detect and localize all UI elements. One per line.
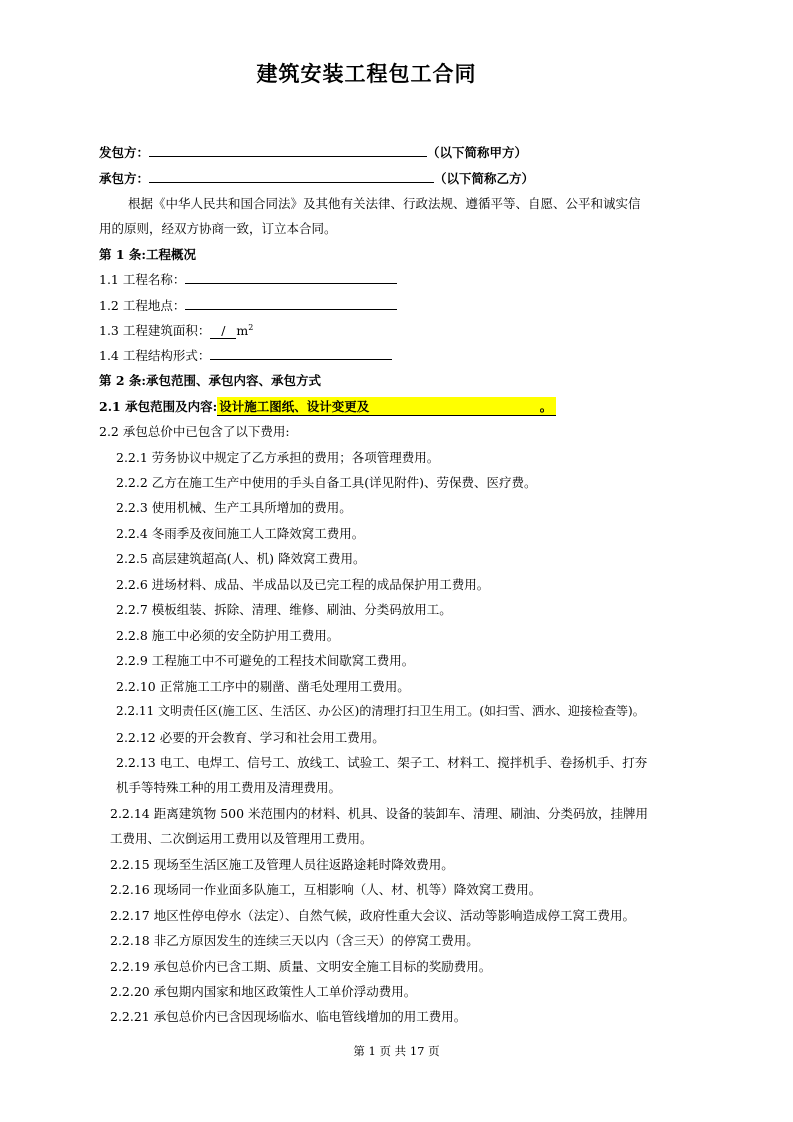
fee-item: 2.2.9 工程施工中不可避免的工程技术间歇窝工费用。 [116, 653, 415, 668]
scope-label: 2.1 承包范围及内容: [99, 399, 218, 414]
fee-item-continued: 工费用、二次倒运用工费用以及管理用工费用。 [110, 831, 373, 846]
item-structure-type-label: 1.4 工程结构形式： [99, 348, 211, 363]
building-area-value[interactable]: / [210, 323, 236, 339]
fee-item: 2.2.11 文明责任区(施工区、生活区、办公区)的清理打扫卫生用工。(如扫雪、洒水、迎接检查等)。 [116, 704, 645, 718]
article-1-heading: 第 1 条:工程概况 [99, 247, 197, 262]
fee-item: 2.2.10 正常施工工序中的剔凿、凿毛处理用工费用。 [116, 679, 410, 694]
item-building-area [99, 321, 253, 339]
fee-item: 2.2.19 承包总价内已含工期、质量、文明安全施工目标的奖励费用。 [110, 959, 492, 974]
fee-item: 2.2.4 冬雨季及夜间施工人工降效窝工费用。 [116, 526, 365, 541]
fee-item: 2.2.12 必要的开会教育、学习和社会用工费用。 [116, 730, 385, 745]
fee-item: 2.2.17 地区性停电停水（法定）、自然气候，政府性重大会议、活动等影响造成停工窝工费用。 [110, 908, 635, 923]
fee-item: 2.2.16 现场同一作业面多队施工，互相影响（人、材、机等）降效窝工费用。 [110, 882, 542, 897]
item-building-area-label: 1.3 工程建筑面积： [99, 323, 211, 338]
party-b-suffix: （以下简称乙方） [434, 171, 535, 186]
party-a-label: 发包方： [99, 145, 150, 160]
page-footer: 第 1 页 共 17 页 [353, 1044, 440, 1058]
scope-value-text: 设计施工图纸、设计变更及 [219, 399, 370, 414]
party-a-line [99, 143, 527, 161]
fee-item: 2.2.13 电工、电焊工、信号工、放线工、试验工、架子工、材料工、搅拌机手、卷扬机手、打夯 [116, 755, 648, 770]
preamble-line-1: 根据《中华人民共和国合同法》及其他有关法律、行政法规、遵循平等、自愿、公平和诚实信 [128, 196, 641, 211]
structure-type-field[interactable] [210, 347, 392, 360]
item-project-name-label: 1.1 工程名称： [99, 272, 186, 287]
fee-item: 2.2.21 承包总价内已含因现场临水、临电管线增加的用工费用。 [110, 1009, 467, 1024]
fee-item: 2.2.6 进场材料、成品、半成品以及已完工程的成品保护用工费用。 [116, 577, 490, 592]
fees-intro: 2.2 承包总价中已包含了以下费用: [99, 424, 290, 439]
page-title: 建筑安装工程包工合同 [256, 62, 477, 86]
party-b-blank[interactable] [149, 170, 434, 183]
project-location-field[interactable] [185, 297, 397, 310]
fee-item-continued: 机手等特殊工种的用工费用及清理费用。 [116, 780, 342, 795]
fee-item: 2.2.15 现场至生活区施工及管理人员往返路途耗时降效费用。 [110, 857, 454, 872]
item-scope [99, 397, 556, 416]
item-project-location-label: 1.2 工程地点： [99, 298, 186, 313]
party-b-label: 承包方： [99, 171, 150, 186]
scope-value[interactable] [217, 397, 556, 416]
fee-item: 2.2.3 使用机械、生产工具所增加的费用。 [116, 500, 352, 515]
party-a-blank[interactable] [149, 144, 427, 157]
fee-item: 2.2.2 乙方在施工生产中使用的手头自备工具(详见附件)、劳保费、医疗费。 [116, 475, 537, 490]
fee-item: 2.2.5 高层建筑超高(人、机) 降效窝工费用。 [116, 551, 366, 566]
fee-item: 2.2.18 非乙方原因发生的连续三天以内（含三天）的停窝工费用。 [110, 933, 479, 948]
fee-item: 2.2.8 施工中必须的安全防护用工费用。 [116, 628, 340, 643]
area-unit-sup: 2 [248, 322, 254, 332]
area-unit: m [236, 323, 249, 338]
scope-end: 。 [539, 399, 553, 414]
fee-item: 2.2.20 承包期内国家和地区政策性人工单价浮动费用。 [110, 984, 417, 999]
item-project-location [99, 296, 397, 314]
preamble-line-2: 用的原则，经双方协商一致，订立本合同。 [99, 221, 337, 236]
fee-item: 2.2.1 劳务协议中规定了乙方承担的费用；各项管理费用。 [116, 450, 440, 465]
party-a-suffix: （以下简称甲方） [427, 145, 528, 160]
fee-item: 2.2.14 距离建筑物 500 米范围内的材料、机具、设备的装卸车、清理、刷油、分类码放，挂牌用 [110, 806, 649, 821]
article-2-heading: 第 2 条:承包范围、承包内容、承包方式 [99, 373, 322, 388]
party-b-line [99, 169, 534, 187]
item-structure-type [99, 346, 392, 364]
project-name-field[interactable] [185, 271, 397, 284]
item-project-name [99, 270, 397, 288]
fee-item: 2.2.7 模板组装、拆除、清理、维修、刷油、分类码放用工。 [116, 602, 452, 617]
